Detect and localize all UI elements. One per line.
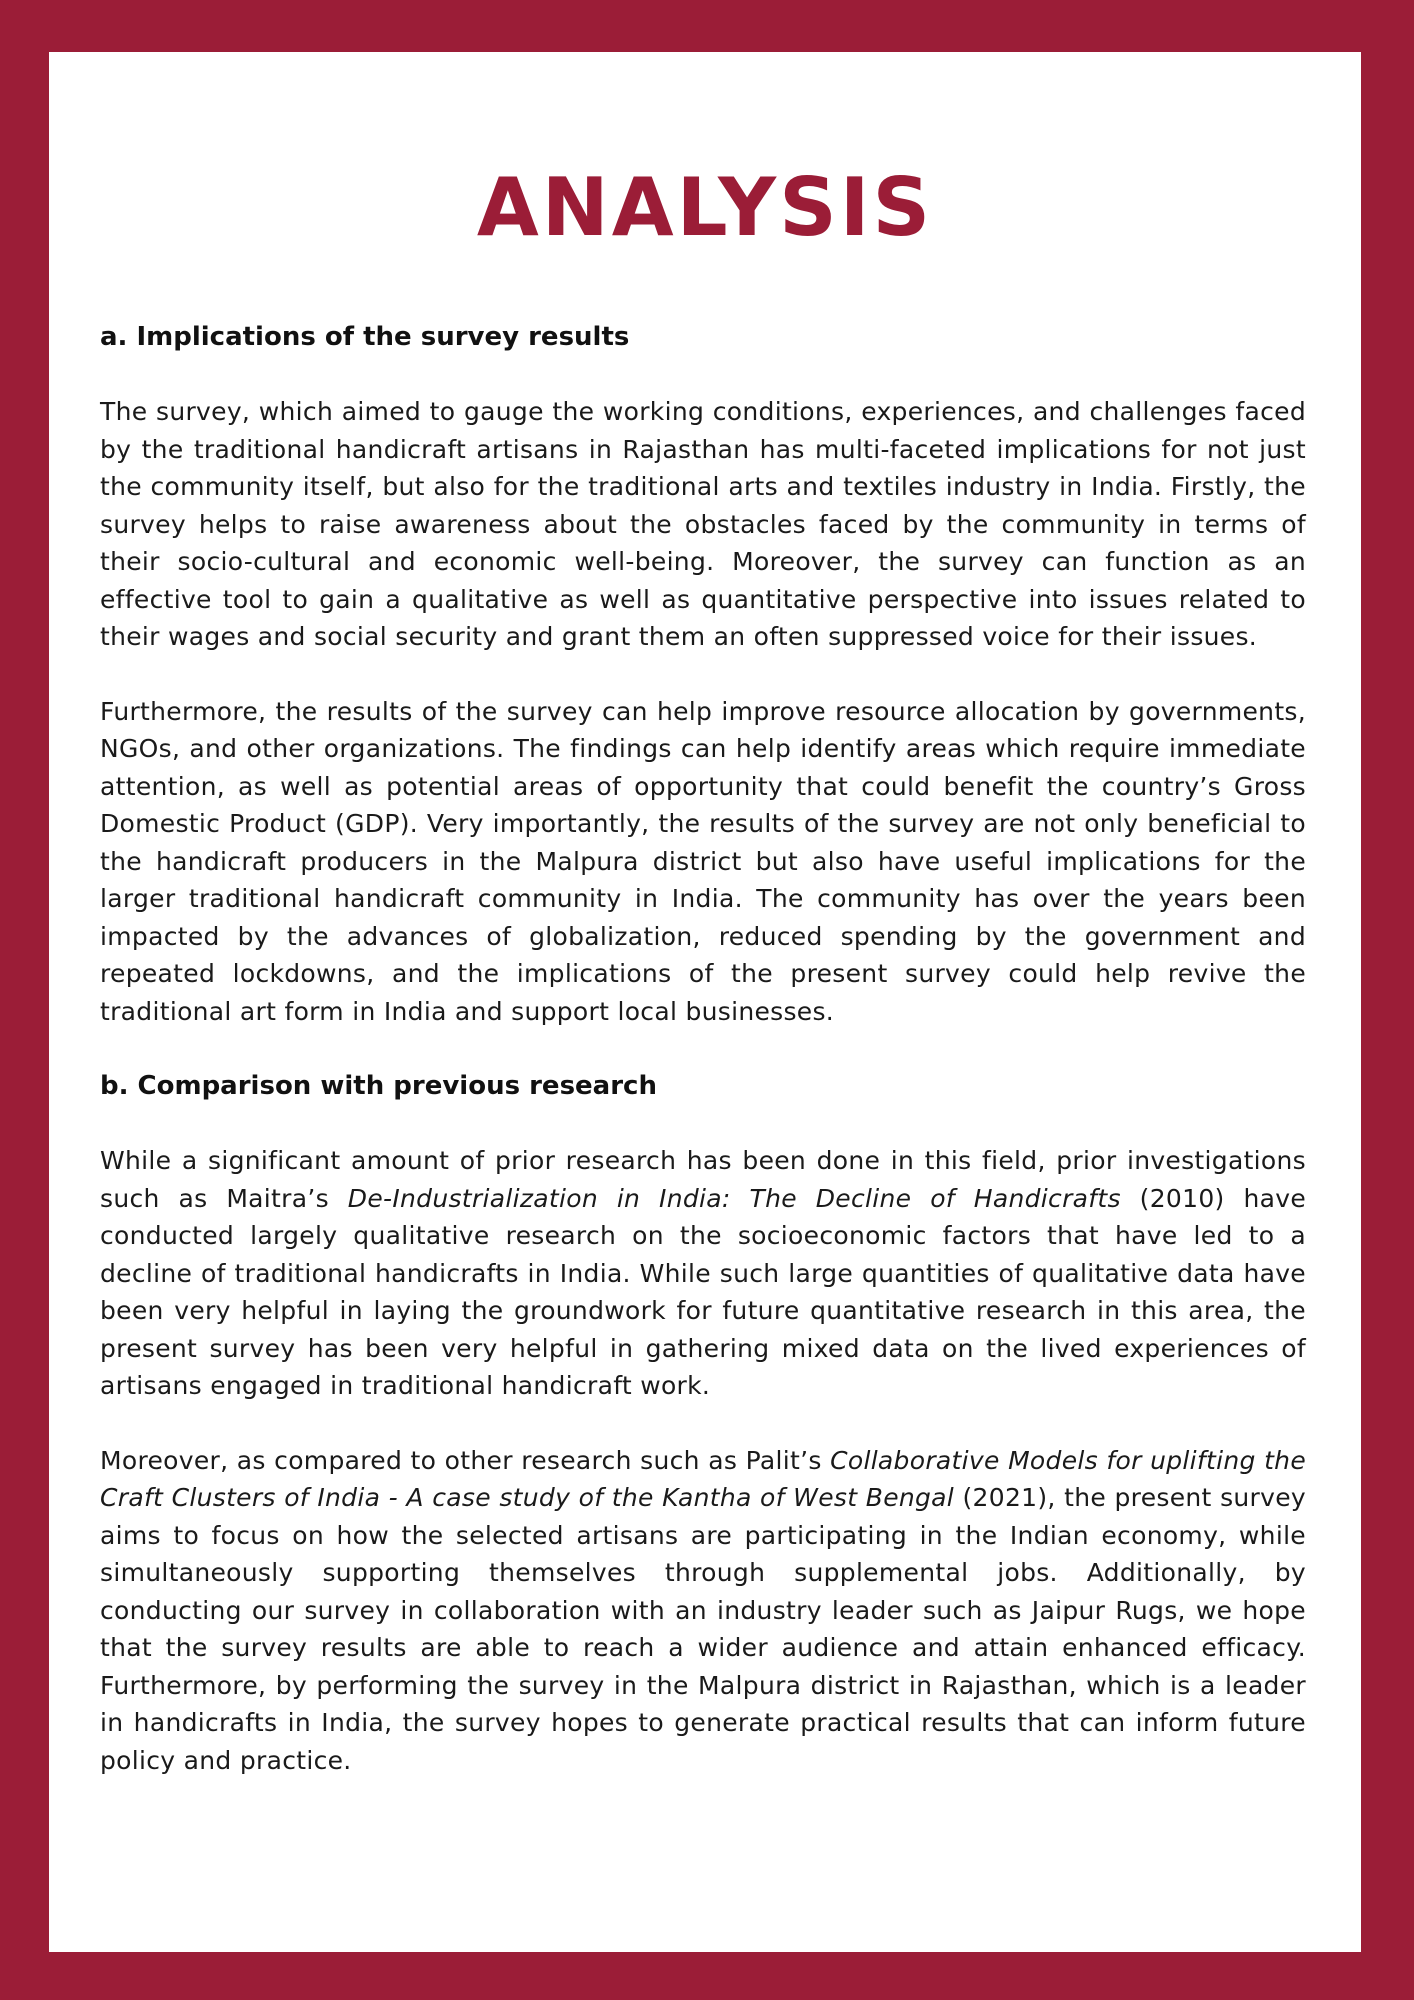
section-b-paragraph-2	[100, 1442, 1306, 1780]
section-b-heading: b. Comparison with previous research	[100, 1071, 657, 1101]
paragraph-text: While a significant amount of prior research has been done in this field, prior investigations such as Maitra’s	[100, 1146, 1306, 1213]
page-title: ANALYSIS	[476, 161, 934, 254]
section-a-paragraph-2: Furthermore, the results of the survey can help improve resource allocation by governments, NGOs, and other organizations. The findings can help identify areas which require immediate attention, as well as potential areas of opportunity that could benefit the country’s Gross Domestic Product (GDP). Very importantly, the results of the survey are not only beneficial to the handicraft producers in the Malpura district but also have useful implications for the larger traditional handicraft community in India. The community has over the years been impacted by the advances of globalization, reduced spending by the government and repeated lockdowns, and the implications of the present survey could help revive the traditional art form in India and support local businesses.	[100, 696, 1306, 1026]
document-body	[100, 318, 1306, 1816]
section-a-heading: a. Implications of the survey results	[100, 322, 630, 352]
document-page	[49, 52, 1361, 1952]
paragraph-text: Moreover, as compared to other research such as Palit’s	[100, 1445, 831, 1475]
paragraph-text: (2021), the present survey aims to focus on how the selected artisans are participating in the Indian economy, while simultaneously supporting themselves through supplemental jobs. Additionally, by conducting our survey in collaboration with an industry leader such as Jaipur Rugs, we hope that the survey results are able to reach a wider audience and attain enhanced efficacy. Furthermore, by performing the survey in the Malpura district in Rajasthan, which is a leader in handicrafts in India, the survey hopes to generate practical results that can inform future policy and practice.	[100, 1483, 1306, 1775]
cited-title-palit: Collaborative Models for uplifting the Craft Clusters of India - A case study of the Kantha of West Bengal	[100, 1445, 1306, 1512]
section-b-paragraph-1	[100, 1142, 1306, 1405]
cited-title-maitra: De-Industrialization in India: The Decline of Handicrafts	[347, 1183, 1121, 1213]
section-a-paragraph-1: The survey, which aimed to gauge the working conditions, experiences, and challenges faced by the traditional handicraft artisans in Rajasthan has multi-faceted implications for not just the community itself, but also for the traditional arts and textiles industry in India. Firstly, the survey helps to raise awareness about the obstacles faced by the community in terms of their socio-cultural and economic well-being. Moreover, the survey can function as an effective tool to gain a qualitative as well as quantitative perspective into issues related to their wages and social security and grant them an often suppressed voice for their issues.	[100, 397, 1306, 651]
paragraph-text: (2010) have conducted largely qualitative research on the socioeconomic factors that have led to a decline of traditional handicrafts in India. While such large quantities of qualitative data have been very helpful in laying the groundwork for future quantitative research in this area, the present survey has been very helpful in gathering mixed data on the lived experiences of artisans engaged in traditional handicraft work.	[100, 1183, 1306, 1400]
